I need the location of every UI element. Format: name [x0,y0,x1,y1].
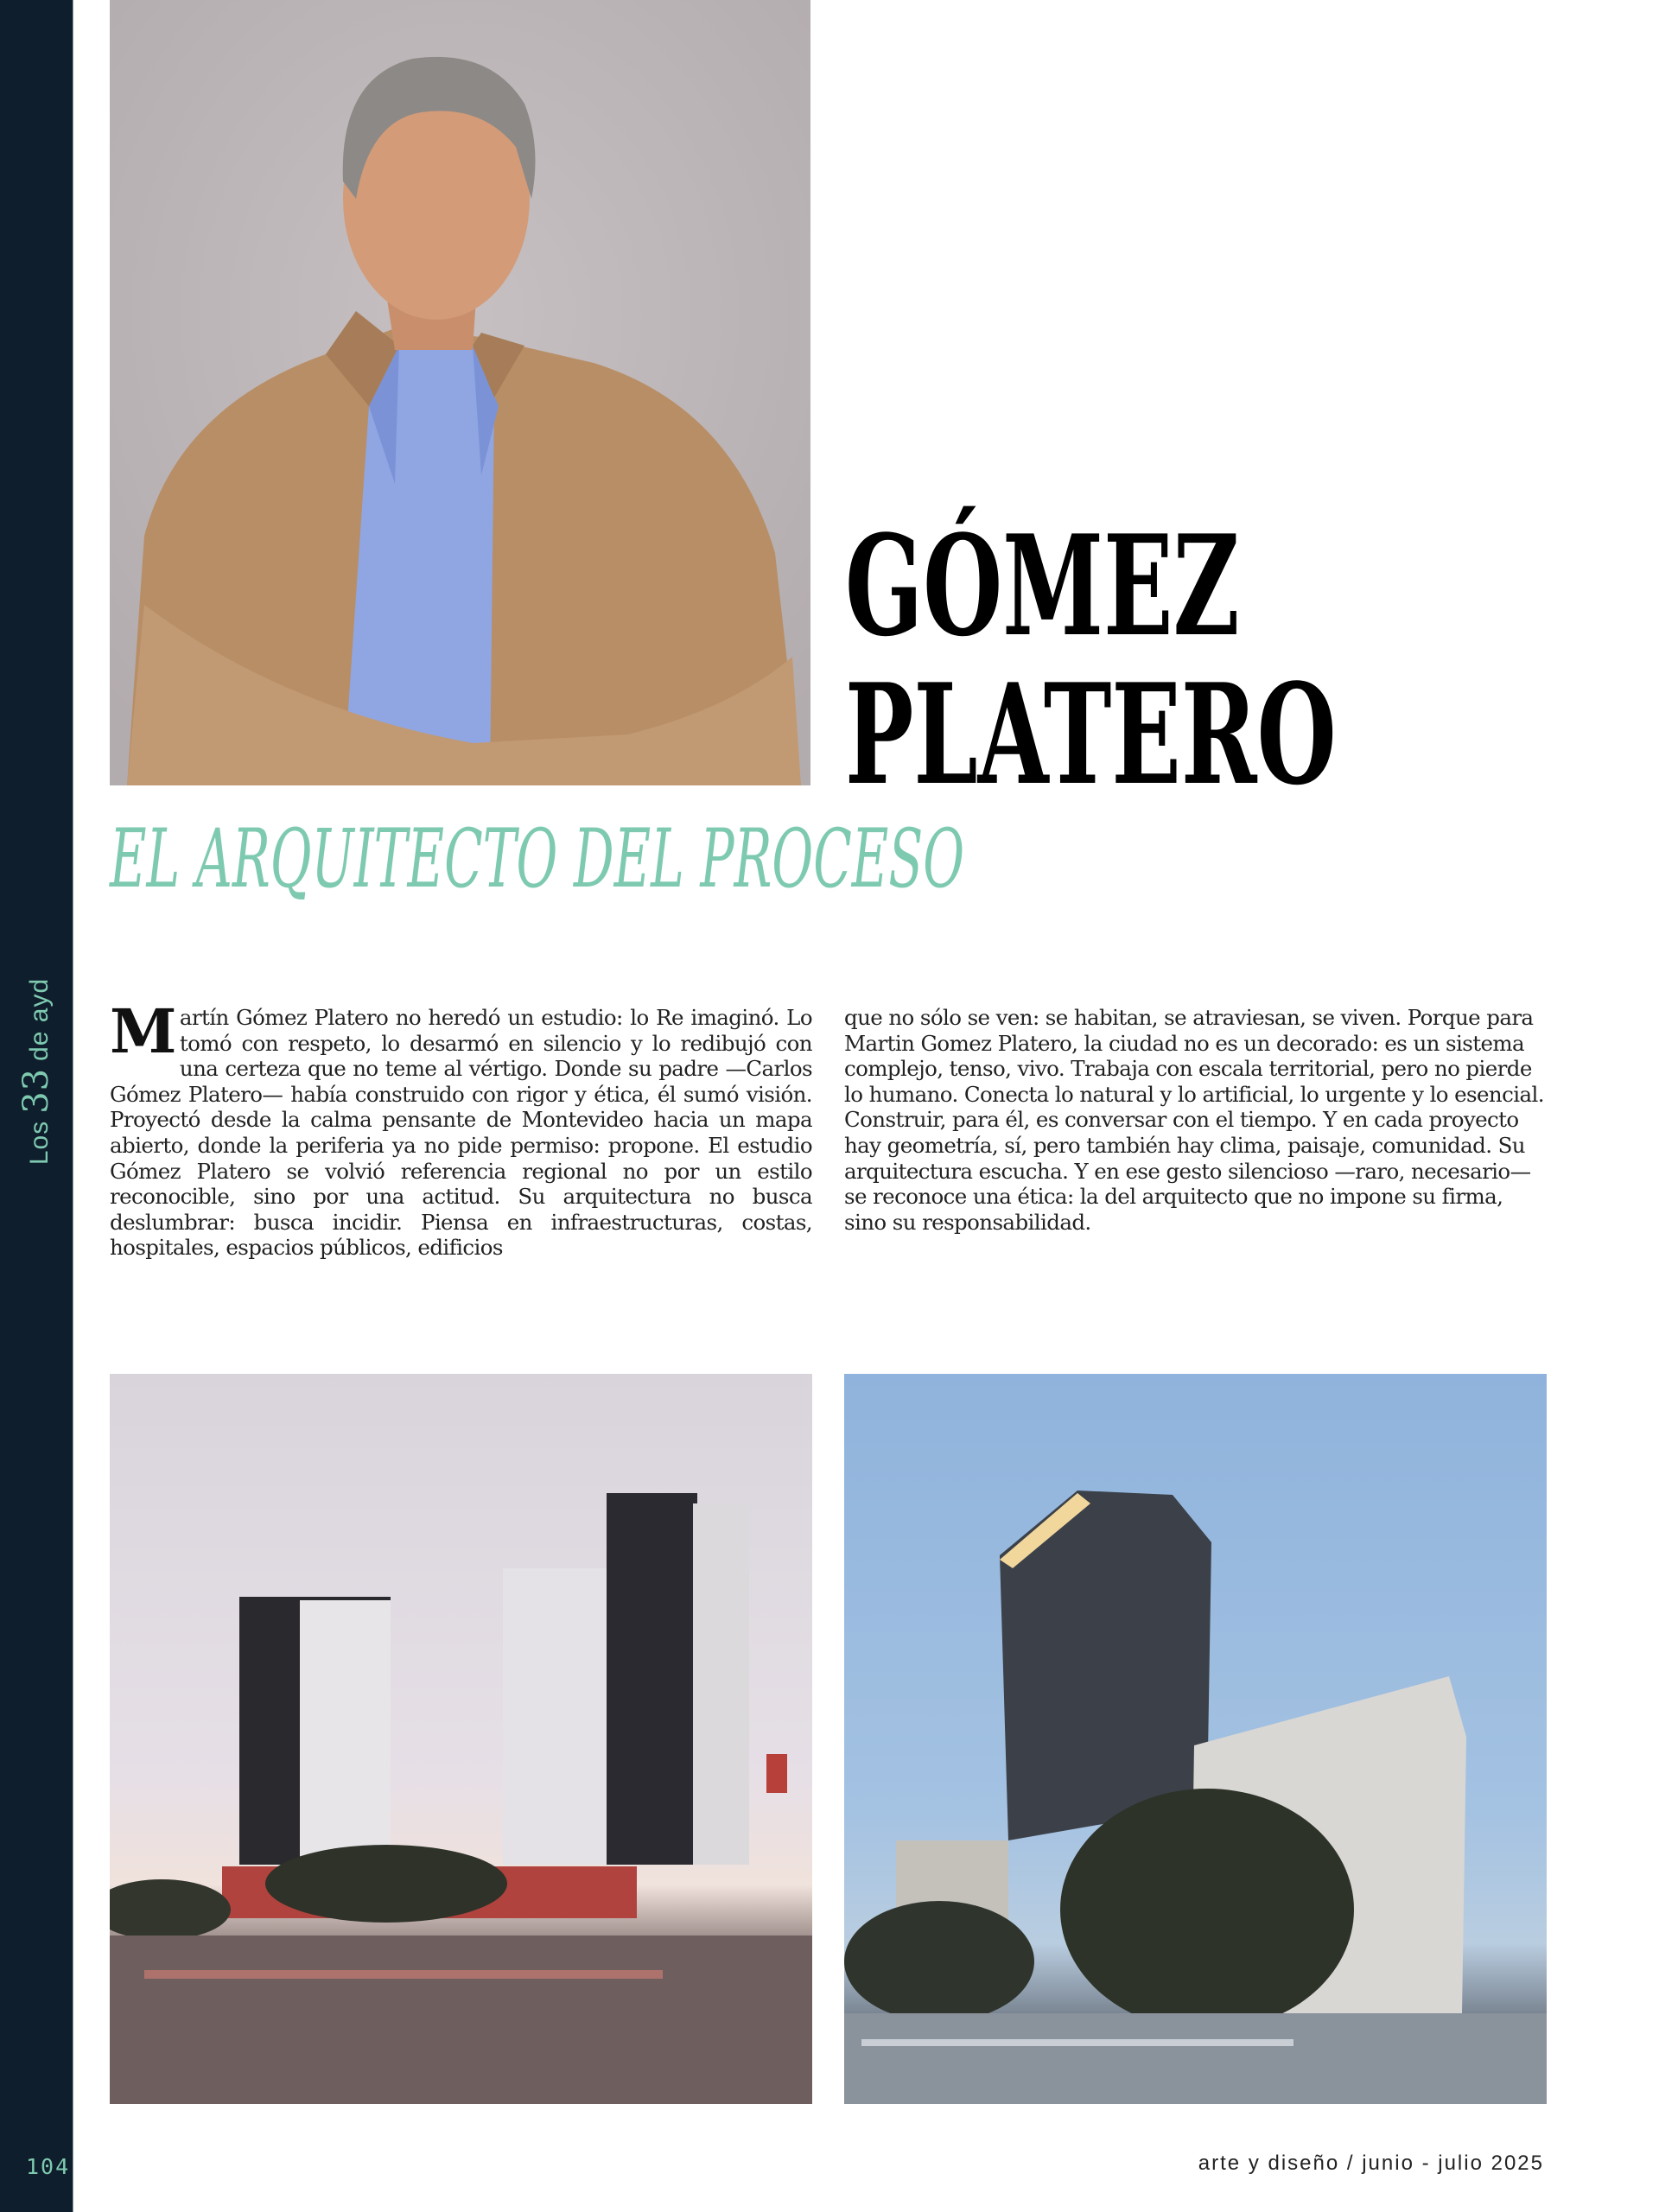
article-text-left: artín Gómez Platero no heredó un estudio: lo Re imaginó. Lo tomó con respeto, lo desarmó en silencio y lo redibujó con una certeza que no teme al vértigo. Donde su padre —Carlos Gómez Platero— había construido con rigor y ética, él sumó visión. Proyectó desde la calma pensante de Montevideo hacia un mapa abierto, donde la periferia ya no pide permiso: propone. El estudio Gómez Platero se volvió referencia regional no por un estilo reconocible, sino por una actitud. Su arquitectura no busca deslumbrar: busca incidir. Piensa en infraestructuras, costas, hospitales, espacios públicos, edificios [110,1005,812,1261]
article-text-right: que no sólo se ven: se habitan, se atraviesan, se viven. Porque para Martin Gomez Platero, la ciudad no es un decorado: es un sistema complejo, tenso, vivo. Trabaja con escala territorial, pero no pierde lo humano. Conecta lo natural y lo artificial, lo urgente y lo esencial. Construir, para él, es conversar con el tiempo. Y en cada proyecto hay geometría, sí, pero también hay clima, paisaje, comunidad. Su arquitectura escucha. Y en ese gesto silencioso —raro, necesario— se reconoce una ética: la del arquitecto que no impone su firma, sino su responsabilidad. [844,1005,1544,1235]
section-tag-prefix: Los [25,1120,54,1166]
building-photo-towers [110,1374,812,2104]
page-number: 104 [26,2154,71,2179]
section-tag-number: 33 [16,1067,56,1114]
towers-illustration [110,1374,812,2104]
footer-publication: arte y diseño / junio - julio 2025 [1198,2152,1544,2175]
building-photo-tower-corner [844,1374,1547,2104]
drop-cap: M [110,995,176,1067]
section-tag [16,978,56,1165]
article-column-left [110,995,812,1261]
section-tag-suffix: de ayd [25,977,54,1061]
article-title-line2: PLATERO [845,653,1337,816]
portrait-illustration [110,0,810,785]
tower-corner-illustration [844,1374,1547,2104]
article-title-line1: GÓMEZ [845,505,1240,667]
article-subtitle: EL ARQUITECTO DEL PROCESO [110,812,965,906]
portrait-photo [110,0,810,785]
article-column-right [844,1005,1547,1235]
